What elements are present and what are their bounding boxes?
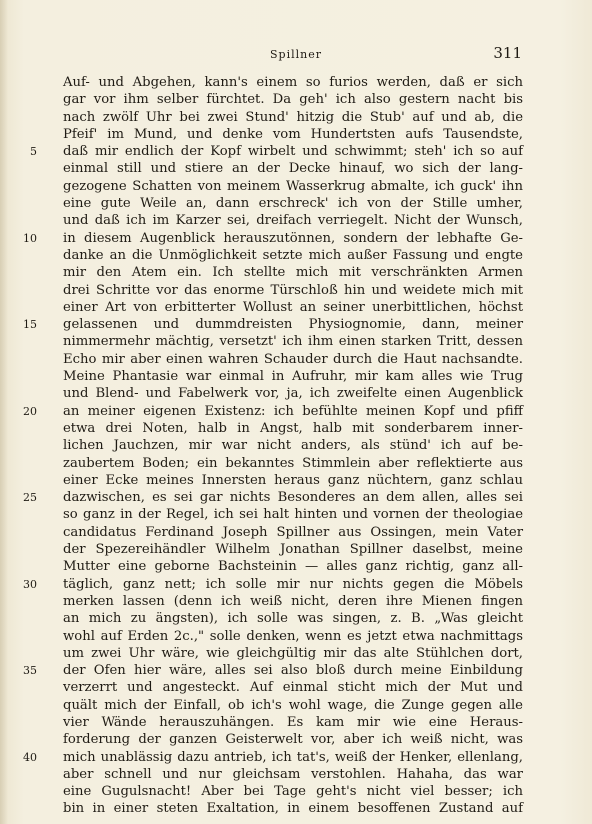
text-line — [63, 420, 523, 437]
line-number: 35 — [23, 664, 37, 678]
line-text: Mutter eine geborne Bachsteinin — alles ganz richtig, ganz all- — [63, 559, 523, 575]
text-line — [63, 247, 523, 264]
line-number: 10 — [23, 231, 37, 245]
text-line — [23, 316, 523, 333]
page-number: 311 — [493, 44, 522, 62]
text-line — [63, 91, 523, 108]
line-text: merken lassen (denn ich weiß nicht, deren ihre Mienen fingen — [63, 593, 523, 609]
line-text: vier Wände herauszuhängen. Es kam mir wie eine Heraus- — [63, 714, 523, 730]
line-text: einer Art von erbitterter Wollust an seiner unerbittlichen, höchst — [63, 299, 523, 315]
text-line — [63, 541, 523, 558]
text-line — [63, 697, 523, 714]
text-line — [63, 783, 523, 800]
line-text: lichen Jauchzen, mir war nicht anders, als stünd' ich auf be- — [63, 438, 523, 454]
text-line — [23, 403, 523, 420]
line-text: gar vor ihm selber fürchtet. Da geh' ich also gestern nacht bis — [63, 92, 523, 108]
text-line — [63, 74, 523, 91]
text-line — [63, 195, 523, 212]
text-line — [63, 351, 523, 368]
line-text: etwa drei Noten, halb in Angst, halb mit sonderbarem inner- — [63, 420, 523, 436]
text-line — [23, 662, 523, 679]
line-text: Echo mir aber einen wahren Schauder durch die Haut nachsandte. — [63, 351, 523, 367]
line-text: drei Schritte vor das enorme Türschloß hin und weidete mich mit — [63, 282, 523, 298]
running-title: Spillner — [270, 48, 322, 61]
line-number: 40 — [23, 750, 37, 764]
text-line — [63, 126, 523, 143]
text-line — [63, 160, 523, 177]
text-line — [63, 714, 523, 731]
line-text: eine Gugulsnacht! Aber bei Tage geht's nicht viel besser; ich — [63, 784, 523, 800]
line-text: in diesem Augenblick herauszutönnen, sondern der lebhafte Ge- — [63, 230, 523, 246]
text-line — [30, 143, 523, 160]
line-text: um zwei Uhr wäre, wie gleichgültig mir das alte Stühlchen dort, — [63, 645, 523, 661]
line-text: verzerrt und angesteckt. Auf einmal sticht mich der Mut und — [63, 680, 523, 696]
text-line — [63, 679, 523, 696]
line-number: 30 — [23, 577, 37, 591]
line-text: nach zwölf Uhr bei zwei Stund' hitzig die Stub' auf und ab, die — [63, 109, 523, 125]
line-text: an mich zu ängsten), ich solle was singen, z. B. „Was gleicht — [63, 611, 523, 627]
line-text: eine gute Weile an, dann erschreck' ich von der Stille umher, — [63, 196, 523, 212]
line-text: danke an die Unmöglichkeit setzte mich außer Fassung und engte — [63, 247, 523, 263]
text-line — [63, 178, 523, 195]
line-text: der Spezereihändler Wilhelm Jonathan Spillner daselbst, meine — [63, 542, 523, 558]
text-line — [63, 645, 523, 662]
line-text: der Ofen hier wäre, alles sei also bloß durch meine Einbildung — [63, 663, 523, 679]
text-line — [23, 749, 523, 766]
text-line — [63, 800, 523, 817]
text-line — [63, 437, 523, 454]
line-text: daß mir endlich der Kopf wirbelt und schwimmt; steh' ich so auf — [63, 144, 523, 160]
text-line — [63, 731, 523, 748]
line-text: quält mich der Einfall, ob ich's wohl wage, die Zunge gegen alle — [63, 697, 523, 713]
text-line — [63, 610, 523, 627]
line-text: mir den Atem ein. Ich stellte mich mit verschränkten Armen — [63, 265, 523, 281]
text-line — [63, 766, 523, 783]
line-text: und Blend- und Fabelwerk vor, ja, ich zweifelte einen Augenblick — [63, 386, 523, 402]
line-text: dazwischen, es sei gar nichts Besonderes an dem allen, alles sei — [63, 490, 523, 506]
line-text: mich unablässig dazu antrieb, ich tat's, weiß der Henker, ellenlang, — [63, 749, 523, 765]
line-number: 5 — [30, 145, 37, 159]
binding-shadow — [0, 0, 8, 824]
line-text: gelassenen und dummdreisten Physiognomie, dann, meiner — [63, 317, 523, 333]
text-line — [23, 576, 523, 593]
line-number: 25 — [23, 491, 37, 505]
text-line — [63, 333, 523, 350]
text-line — [63, 299, 523, 316]
line-text: einer Ecke meines Innersten heraus ganz nüchtern, ganz schlau — [63, 472, 523, 488]
text-line — [23, 489, 523, 506]
text-line — [63, 455, 523, 472]
text-line — [63, 212, 523, 229]
line-number: 20 — [23, 404, 37, 418]
line-text: candidatus Ferdinand Joseph Spillner aus Ossingen, mein Vater — [63, 524, 523, 540]
line-text: so ganz in der Regel, ich sei halt hinten und vornen der theologiae — [63, 507, 523, 523]
line-text: wohl auf Erden 2c.," solle denken, wenn es jetzt etwa nachmittags — [63, 628, 523, 644]
line-number: 15 — [23, 318, 37, 332]
line-text: zaubertem Boden; ein bekanntes Stimmlein aber reflektierte aus — [63, 455, 523, 471]
line-text: Pfeif' im Mund, und denke vom Hundertsten aufs Tausendste, — [63, 126, 523, 142]
line-text: und daß ich im Karzer sei, dreifach verriegelt. Nicht der Wunsch, — [63, 213, 523, 229]
text-line — [63, 472, 523, 489]
text-line — [63, 506, 523, 523]
line-text: forderung der ganzen Geisterwelt vor, aber ich weiß nicht, was — [63, 732, 523, 748]
text-line — [63, 593, 523, 610]
text-line — [63, 264, 523, 281]
line-text: aber schnell und nur gleichsam verstohlen. Hahaha, das war — [63, 766, 523, 782]
text-line — [63, 109, 523, 126]
body-text — [23, 74, 523, 818]
text-line — [63, 282, 523, 299]
text-line — [63, 524, 523, 541]
line-text: einmal still und stiere an der Decke hinauf, wo sich der lang- — [63, 161, 523, 177]
line-text: gezogene Schatten von meinem Wasserkrug abmalte, ich guck' ihn — [63, 178, 523, 194]
text-line — [63, 558, 523, 575]
text-line — [63, 385, 523, 402]
line-text: täglich, ganz nett; ich solle mir nur nichts gegen die Möbels — [63, 576, 523, 592]
line-text: bin in einer steten Exaltation, in einem besoffenen Zustand auf — [63, 801, 523, 817]
text-line — [63, 368, 523, 385]
line-text: Meine Phantasie war einmal in Aufruhr, mir kam alles wie Trug — [63, 369, 523, 385]
running-head — [0, 44, 592, 64]
line-text: an meiner eigenen Existenz: ich befühlte meinen Kopf und pfiff — [63, 403, 523, 419]
text-line — [23, 230, 523, 247]
line-text: nimmermehr mächtig, versetzt' ich ihm einen starken Tritt, dessen — [63, 334, 523, 350]
text-line — [63, 628, 523, 645]
line-text: Auf- und Abgehen, kann's einem so furios werden, daß er sich — [63, 75, 523, 90]
